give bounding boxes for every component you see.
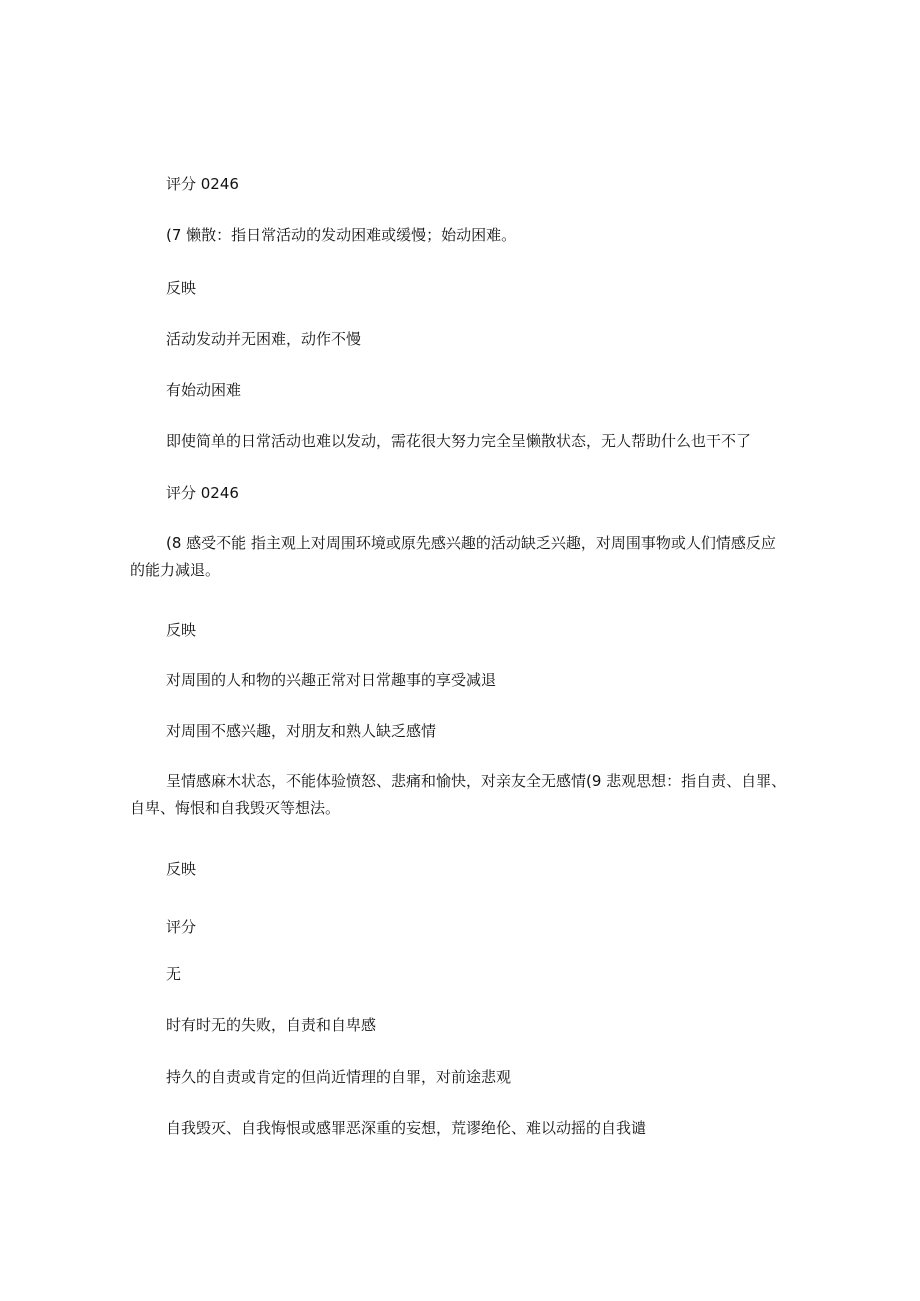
level-description: 有始动困难 bbox=[166, 381, 242, 399]
level-description: 即使简单的日常活动也难以发动，需花很大努力完全呈懒散状态，无人帮助什么也干不了 bbox=[166, 432, 752, 450]
item-7-laziness-definition: (7 懒散：指日常活动的发动困难或缓慢；始动困难。 bbox=[166, 226, 517, 244]
item-8-anhedonia-definition: (8 感受不能 指主观上对周围环境或原先感兴趣的活动缺乏兴趣，对周围事物或人们情感反应的能力减退。 bbox=[130, 534, 776, 579]
item-9-pessimism-definition: 呈情感麻木状态，不能体验愤怒、悲痛和愉快，对亲友全无感情(9 悲观思想：指自责、自罪、自卑、悔恨和自我毁灭等想法。 bbox=[130, 772, 787, 817]
level-description: 自我毁灭、自我悔恨或感罪恶深重的妄想，荒谬绝伦、难以动摇的自我谴 bbox=[166, 1119, 647, 1137]
score-heading: 评分 0246 bbox=[166, 175, 239, 193]
level-description: 持久的自责或肯定的但尚近情理的自罪，对前途悲观 bbox=[166, 1068, 512, 1086]
level-description: 对周围的人和物的兴趣正常对日常趣事的享受减退 bbox=[166, 671, 497, 689]
score-label: 评分 bbox=[166, 918, 197, 936]
response-label: 反映 bbox=[166, 860, 197, 878]
level-description: 时有时无的失败，自责和自卑感 bbox=[166, 1016, 377, 1034]
level-description: 对周围不感兴趣，对朋友和熟人缺乏感情 bbox=[166, 722, 437, 740]
level-description: 无 bbox=[166, 965, 182, 983]
score-heading: 评分 0246 bbox=[166, 484, 239, 502]
response-label: 反映 bbox=[166, 621, 197, 639]
response-label: 反映 bbox=[166, 279, 197, 297]
level-description: 活动发动并无困难，动作不慢 bbox=[166, 330, 362, 348]
